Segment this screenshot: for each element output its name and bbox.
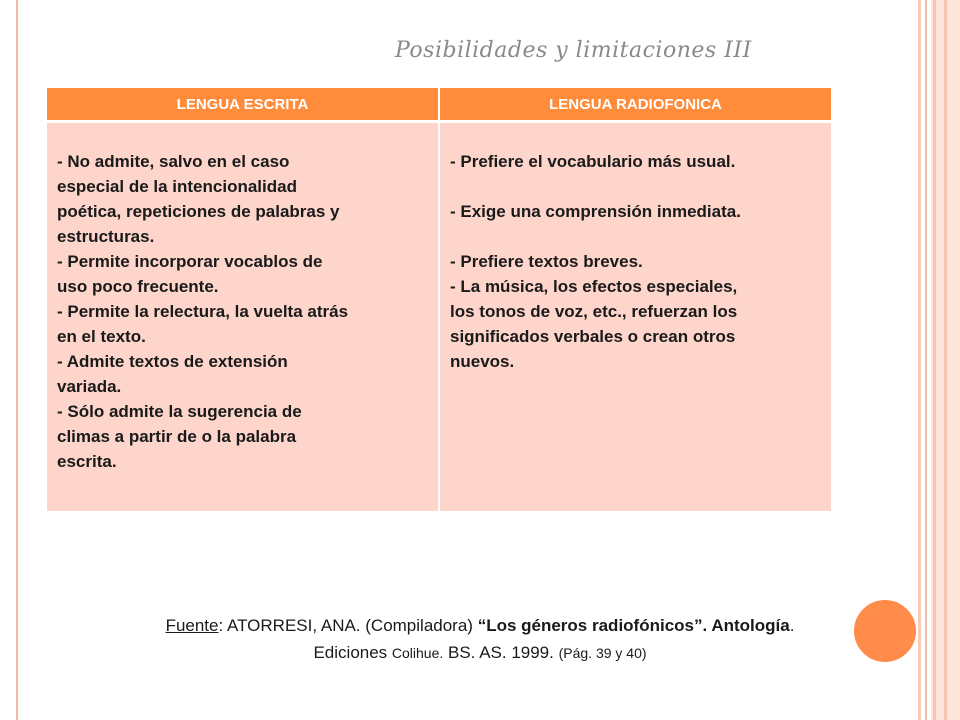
decorative-circle [852,598,918,664]
escrita-text-line: variada. [57,377,122,396]
cell-lengua-escrita [47,122,439,512]
source-author: ATORRESI, ANA. (Compiladora) [227,616,478,635]
radiofonica-text-line: - La música, los efectos especiales, [450,277,738,296]
radiofonica-text-line: nuevos. [450,352,515,371]
escrita-text-line: - No admite, salvo en el caso [57,152,290,171]
right-decorative-line [944,0,947,720]
right-decorative-line [933,0,936,720]
source-publisher: Colihue. [391,645,444,661]
escrita-text-line: - Admite textos de extensión [57,352,288,371]
source-separator: : [218,616,228,635]
escrita-text-line: en el texto. [57,327,146,346]
table-row [47,122,831,512]
line-gap [450,224,821,249]
radiofonica-text-line: significados verbales o crean otros [450,327,736,346]
escrita-text-line: - Permite la relectura, la vuelta atrás [57,302,349,321]
escrita-text-line: poética, repeticiones de palabras y [57,202,340,221]
table-header-row [47,88,831,122]
right-decorative-line [925,0,927,720]
header-lengua-radiofonica: LENGUA RADIOFONICA [439,88,831,122]
radiofonica-text-line: - Prefiere textos breves. [450,252,643,271]
escrita-text-line: - Permite incorporar vocablos de [57,252,323,271]
escrita-text-line: climas a partir de o la palabra [57,427,297,446]
radiofonica-text-line: los tonos de voz, etc., refuerzan los [450,302,738,321]
source-pages: (Pág. 39 y 40) [558,645,647,661]
cell-lengua-radiofonica [439,122,831,512]
source-work-title: “Los géneros radiofónicos”. Antología [477,616,790,635]
escrita-text-line: uso poco frecuente. [57,277,219,296]
source-place-year: BS. AS. 1999. [443,643,559,662]
escrita-text-line: - Sólo admite la sugerencia de [57,402,302,421]
left-decorative-line [16,0,18,720]
source-citation [40,612,920,667]
escrita-text-line: escrita. [57,452,117,471]
radiofonica-text-line: - Exige una comprensión inmediata. [450,202,741,221]
source-period: . [789,616,795,635]
source-label: Fuente [165,616,219,635]
slide-title: Posibilidades y limitaciones III [395,38,752,63]
escrita-text-line: estructuras. [57,227,155,246]
radiofonica-text-line: - Prefiere el vocabulario más usual. [450,152,736,171]
source-ediciones: Ediciones [313,643,392,662]
escrita-text-line: especial de la intencionalidad [57,177,297,196]
comparison-table [47,88,831,511]
header-lengua-escrita: LENGUA ESCRITA [47,88,439,122]
line-gap [450,174,821,199]
